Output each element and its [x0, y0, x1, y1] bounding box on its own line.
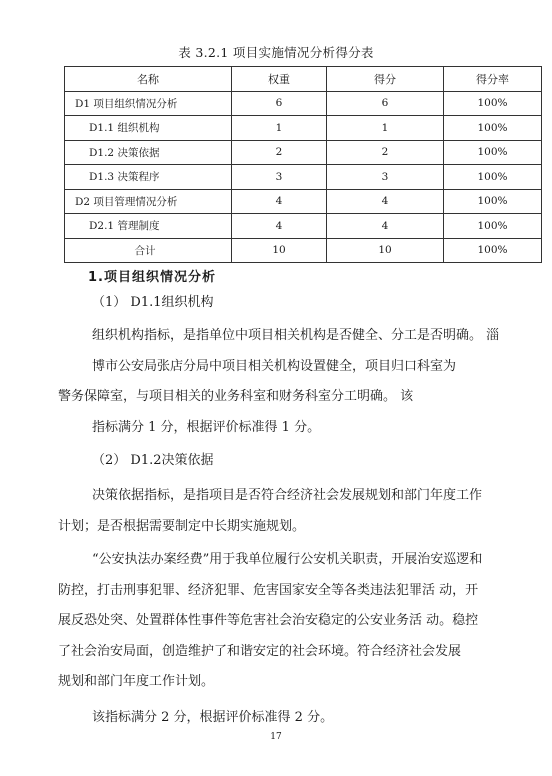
paragraph-score — [58, 703, 490, 734]
row-weight: 2 — [232, 140, 327, 165]
paragraph-organization — [58, 321, 500, 443]
column-header-score-rate: 得分率 — [444, 67, 542, 92]
paragraph-line: 展反恐处突、处置群体性事件等危害社会治安稳定的公安业务活 动。稳控 — [58, 613, 479, 628]
row-weight: 4 — [232, 214, 327, 239]
row-score-rate: 100% — [444, 214, 542, 239]
paragraph-line: 警务保障室，与项目相关的业务科室和财务科室分工明确。 该 — [58, 389, 414, 404]
row-weight: 1 — [232, 116, 327, 141]
paragraph-line: 该指标满分 2 分，根据评价标准得 2 分。 — [92, 710, 334, 725]
row-name: D1.1 组织机构 — [65, 116, 232, 141]
paragraph-line: 规划和部门年度工作计划。 — [58, 674, 215, 689]
paragraph-line: 指标满分 1 分，根据评价标准得 1 分。 — [92, 419, 321, 435]
row-weight: 4 — [232, 189, 327, 214]
row-score-rate: 100% — [444, 140, 542, 165]
row-score-rate: 100% — [444, 116, 542, 141]
table-row — [65, 165, 542, 190]
paragraph-line: 博市公安局张店分局中项目相关机构设置健全，项目归口科室为 — [92, 358, 457, 374]
table-row — [65, 140, 542, 165]
column-header-name: 名称 — [65, 67, 232, 92]
column-header-score: 得分 — [327, 67, 444, 92]
row-score: 1 — [327, 116, 444, 141]
section-heading: 1.项目组织情况分析 — [88, 270, 216, 285]
row-score: 6 — [327, 91, 444, 116]
subheading-text: （2） D1.2决策依据 — [92, 453, 214, 468]
row-name: D1 项目组织情况分析 — [65, 91, 232, 116]
row-score-rate: 100% — [444, 165, 542, 190]
paragraph-decision-basis — [58, 481, 490, 542]
total-weight: 10 — [232, 238, 327, 263]
paragraph-line: 计划；是否根据需要制定中长期实施规划。 — [58, 518, 306, 534]
table-row — [65, 214, 542, 239]
table-row — [65, 189, 542, 214]
row-name: D2.1 管理制度 — [65, 214, 232, 239]
table-row — [65, 91, 542, 116]
row-weight: 3 — [232, 165, 327, 190]
row-score: 3 — [327, 165, 444, 190]
row-name: D1.2 决策依据 — [65, 140, 232, 165]
total-score: 10 — [327, 238, 444, 263]
column-header-weight: 权重 — [232, 67, 327, 92]
total-label: 合计 — [65, 238, 232, 263]
paragraph-line: 了社会治安局面，创造维护了和谐安定的社会环境。符合经济社会发展 — [58, 643, 462, 659]
row-score-rate: 100% — [444, 189, 542, 214]
row-score: 4 — [327, 214, 444, 239]
row-weight: 6 — [232, 91, 327, 116]
table-total-row — [65, 238, 542, 263]
subheading-d1-2 — [58, 446, 490, 477]
paragraph-line: 决策依据指标，是指项目是否符合经济社会发展规划和部门年度工作 — [92, 488, 483, 503]
paragraph-line: 防控，打击刑事犯罪、经济犯罪、危害国家安全等各类违法犯罪活 动，开 — [58, 582, 479, 598]
row-score: 2 — [327, 140, 444, 165]
row-score-rate: 100% — [444, 91, 542, 116]
subheading-text: （1） D1.1组织机构 — [92, 295, 214, 310]
score-table — [64, 66, 542, 263]
table-header-row — [65, 67, 542, 92]
row-name: D1.3 决策程序 — [65, 165, 232, 190]
row-score: 4 — [327, 189, 444, 214]
subheading-d1-1 — [58, 288, 490, 319]
paragraph-line: 组织机构指标，是指单位中项目相关机构是否健全、分工是否明确。 淄 — [92, 328, 500, 343]
page-number: 17 — [270, 732, 282, 742]
paragraph-funding — [58, 545, 490, 698]
paragraph-line: “公安执法办案经费”用于我单位履行公安机关职责，开展治安巡逻和 — [92, 552, 483, 567]
total-score-rate: 100% — [444, 238, 542, 263]
table-caption: 表 3.2.1 项目实施情况分析得分表 — [178, 45, 374, 60]
table-row — [65, 116, 542, 141]
row-name: D2 项目管理情况分析 — [65, 189, 232, 214]
